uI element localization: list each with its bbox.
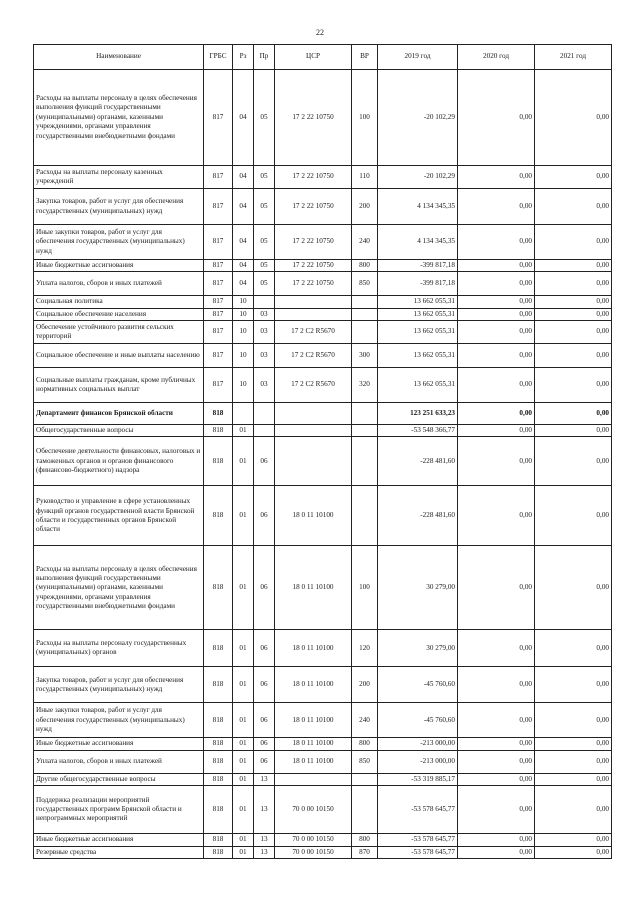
table-row (34, 773, 612, 785)
cell-rz: 01 (233, 486, 254, 546)
cell-grbs: 818 (204, 703, 233, 738)
cell-csr (275, 403, 352, 425)
cell-grbs: 818 (204, 437, 233, 486)
table-row (34, 437, 612, 486)
cell-vr (352, 296, 378, 308)
cell-csr: 18 0 11 10100 (275, 738, 352, 750)
cell-2021: 0,00 (535, 738, 612, 750)
cell-2020: 0,00 (458, 368, 535, 403)
cell-pr (254, 296, 275, 308)
table-row (34, 750, 612, 773)
header-vr: ВР (352, 45, 378, 70)
cell-name: Закупка товаров, работ и услуг для обеспечения государственных (муниципальных) нужд (34, 667, 204, 703)
cell-vr: 870 (352, 846, 378, 858)
cell-csr (275, 308, 352, 320)
cell-csr: 18 0 11 10100 (275, 546, 352, 630)
cell-csr: 70 0 00 10150 (275, 834, 352, 846)
header-grbs: ГРБС (204, 45, 233, 70)
cell-2021: 0,00 (535, 308, 612, 320)
cell-rz: 04 (233, 272, 254, 296)
cell-2020: 0,00 (458, 70, 535, 166)
cell-2020: 0,00 (458, 834, 535, 846)
cell-name: Иные бюджетные ассигнования (34, 260, 204, 272)
cell-2020: 0,00 (458, 786, 535, 834)
cell-grbs: 817 (204, 344, 233, 368)
cell-rz: 01 (233, 834, 254, 846)
cell-name: Расходы на выплаты персоналу в целях обеспечения выполнения функций государственными (муниципальными) органами, казенными учреждениями, органами управления государственными внебюджетными фондами (34, 546, 204, 630)
table-body (34, 70, 612, 859)
cell-vr (352, 403, 378, 425)
cell-rz: 10 (233, 344, 254, 368)
cell-name: Другие общегосударственные вопросы (34, 773, 204, 785)
cell-name: Руководство и управление в сфере установленных функций органов государственной власти Брянской области и государственных органов Брянской области (34, 486, 204, 546)
cell-pr: 03 (254, 308, 275, 320)
cell-rz: 01 (233, 750, 254, 773)
cell-grbs: 817 (204, 225, 233, 260)
table-row (34, 667, 612, 703)
cell-vr: 240 (352, 703, 378, 738)
cell-rz: 01 (233, 437, 254, 486)
cell-name: Департамент финансов Брянской области (34, 403, 204, 425)
cell-2021: 0,00 (535, 750, 612, 773)
cell-rz: 04 (233, 225, 254, 260)
cell-csr: 17 2 22 10750 (275, 225, 352, 260)
cell-csr: 17 2 С2 R5670 (275, 321, 352, 344)
cell-2021: 0,00 (535, 189, 612, 225)
cell-rz: 01 (233, 546, 254, 630)
cell-name: Социальное обеспечение населения (34, 308, 204, 320)
cell-csr: 70 0 00 10150 (275, 846, 352, 858)
table-row (34, 296, 612, 308)
cell-2021: 0,00 (535, 321, 612, 344)
cell-csr: 17 2 22 10750 (275, 70, 352, 166)
cell-name: Социальные выплаты гражданам, кроме публичных нормативных социальных выплат (34, 368, 204, 403)
cell-2020: 0,00 (458, 437, 535, 486)
cell-2021: 0,00 (535, 786, 612, 834)
cell-rz: 01 (233, 786, 254, 834)
cell-2021: 0,00 (535, 630, 612, 667)
cell-pr: 03 (254, 368, 275, 403)
cell-name: Социальное обеспечение и иные выплаты населению (34, 344, 204, 368)
cell-pr: 05 (254, 70, 275, 166)
cell-2021: 0,00 (535, 272, 612, 296)
cell-2019: -53 578 645,77 (378, 846, 458, 858)
cell-2020: 0,00 (458, 166, 535, 189)
cell-2020: 0,00 (458, 403, 535, 425)
cell-2020: 0,00 (458, 260, 535, 272)
cell-2020: 0,00 (458, 321, 535, 344)
cell-pr: 06 (254, 738, 275, 750)
cell-name: Иные бюджетные ассигнования (34, 738, 204, 750)
cell-2020: 0,00 (458, 272, 535, 296)
cell-2021: 0,00 (535, 403, 612, 425)
table-row (34, 189, 612, 225)
cell-2019: 13 662 055,31 (378, 368, 458, 403)
cell-pr (254, 403, 275, 425)
cell-2020: 0,00 (458, 846, 535, 858)
cell-csr: 70 0 00 10150 (275, 786, 352, 834)
cell-csr: 17 2 22 10750 (275, 189, 352, 225)
cell-csr: 17 2 С2 R5670 (275, 368, 352, 403)
table-row (34, 260, 612, 272)
cell-grbs: 818 (204, 738, 233, 750)
cell-vr (352, 486, 378, 546)
cell-2021: 0,00 (535, 834, 612, 846)
cell-pr: 05 (254, 272, 275, 296)
cell-2019: -228 481,60 (378, 437, 458, 486)
cell-2019: 13 662 055,31 (378, 321, 458, 344)
cell-2021: 0,00 (535, 546, 612, 630)
cell-csr: 18 0 11 10100 (275, 750, 352, 773)
cell-pr: 05 (254, 189, 275, 225)
cell-vr (352, 321, 378, 344)
cell-2019: 30 279,00 (378, 546, 458, 630)
cell-2019: 13 662 055,31 (378, 308, 458, 320)
cell-name: Расходы на выплаты персоналу в целях обеспечения выполнения функций государственными (муниципальными) органами, казенными учреждениями, органами управления государственными внебюджетными фондами (34, 70, 204, 166)
cell-2019: 30 279,00 (378, 630, 458, 667)
cell-grbs: 818 (204, 773, 233, 785)
header-2021: 2021 год (535, 45, 612, 70)
cell-rz: 10 (233, 308, 254, 320)
cell-vr: 850 (352, 272, 378, 296)
cell-2020: 0,00 (458, 667, 535, 703)
cell-name: Иные закупки товаров, работ и услуг для обеспечения государственных (муниципальных) нужд (34, 703, 204, 738)
cell-name: Иные бюджетные ассигнования (34, 834, 204, 846)
cell-vr: 800 (352, 260, 378, 272)
cell-csr: 17 2 22 10750 (275, 272, 352, 296)
table-row (34, 166, 612, 189)
cell-2021: 0,00 (535, 703, 612, 738)
cell-name: Резервные средства (34, 846, 204, 858)
cell-2019: 13 662 055,31 (378, 296, 458, 308)
cell-2021: 0,00 (535, 773, 612, 785)
cell-csr (275, 425, 352, 437)
cell-name: Расходы на выплаты персоналу государственных (муниципальных) органов (34, 630, 204, 667)
cell-2021: 0,00 (535, 166, 612, 189)
table-row (34, 344, 612, 368)
cell-name: Общегосударственные вопросы (34, 425, 204, 437)
cell-csr (275, 296, 352, 308)
cell-rz: 01 (233, 425, 254, 437)
cell-rz: 01 (233, 738, 254, 750)
cell-vr: 200 (352, 189, 378, 225)
table-row (34, 368, 612, 403)
table-row (34, 738, 612, 750)
cell-vr: 850 (352, 750, 378, 773)
cell-vr (352, 773, 378, 785)
cell-2019: 4 134 345,35 (378, 225, 458, 260)
cell-2020: 0,00 (458, 486, 535, 546)
cell-grbs: 818 (204, 667, 233, 703)
cell-pr: 06 (254, 630, 275, 667)
cell-rz: 10 (233, 296, 254, 308)
cell-grbs: 818 (204, 834, 233, 846)
cell-2019: -53 548 366,77 (378, 425, 458, 437)
cell-2021: 0,00 (535, 344, 612, 368)
cell-grbs: 818 (204, 486, 233, 546)
cell-pr: 13 (254, 846, 275, 858)
header-row (34, 45, 612, 70)
cell-2021: 0,00 (535, 225, 612, 260)
header-rz: Рз (233, 45, 254, 70)
cell-rz: 10 (233, 368, 254, 403)
cell-rz: 01 (233, 846, 254, 858)
cell-rz: 04 (233, 189, 254, 225)
cell-name: Обеспечение устойчивого развития сельских территорий (34, 321, 204, 344)
cell-grbs: 818 (204, 786, 233, 834)
cell-name: Поддержка реализации мероприятий государственных программ Брянской области и непрограммных мероприятий (34, 786, 204, 834)
cell-pr: 05 (254, 166, 275, 189)
cell-2019: -399 817,18 (378, 260, 458, 272)
cell-2021: 0,00 (535, 70, 612, 166)
cell-name: Закупка товаров, работ и услуг для обеспечения государственных (муниципальных) нужд (34, 189, 204, 225)
header-csr: ЦСР (275, 45, 352, 70)
cell-grbs: 818 (204, 403, 233, 425)
cell-grbs: 817 (204, 272, 233, 296)
cell-2019: -213 000,00 (378, 738, 458, 750)
cell-grbs: 818 (204, 846, 233, 858)
cell-2019: -20 102,29 (378, 70, 458, 166)
cell-2021: 0,00 (535, 667, 612, 703)
cell-grbs: 817 (204, 321, 233, 344)
cell-name: Уплата налогов, сборов и иных платежей (34, 272, 204, 296)
cell-pr (254, 425, 275, 437)
cell-2020: 0,00 (458, 308, 535, 320)
cell-name: Уплата налогов, сборов и иных платежей (34, 750, 204, 773)
cell-pr: 06 (254, 486, 275, 546)
cell-vr: 100 (352, 546, 378, 630)
cell-pr: 06 (254, 750, 275, 773)
cell-2020: 0,00 (458, 344, 535, 368)
cell-grbs: 817 (204, 70, 233, 166)
cell-pr: 05 (254, 225, 275, 260)
cell-rz: 04 (233, 260, 254, 272)
cell-pr: 13 (254, 834, 275, 846)
cell-vr (352, 308, 378, 320)
cell-name: Расходы на выплаты персоналу казенных учреждений (34, 166, 204, 189)
cell-csr (275, 437, 352, 486)
table-row (34, 546, 612, 630)
cell-vr: 800 (352, 834, 378, 846)
cell-2021: 0,00 (535, 368, 612, 403)
table-row (34, 846, 612, 858)
cell-2020: 0,00 (458, 750, 535, 773)
cell-2019: -20 102,29 (378, 166, 458, 189)
cell-pr: 06 (254, 667, 275, 703)
cell-2019: -53 578 645,77 (378, 834, 458, 846)
cell-2020: 0,00 (458, 425, 535, 437)
cell-name: Социальная политика (34, 296, 204, 308)
cell-2019: -228 481,60 (378, 486, 458, 546)
table-row (34, 70, 612, 166)
cell-vr: 800 (352, 738, 378, 750)
cell-csr: 18 0 11 10100 (275, 703, 352, 738)
cell-csr: 18 0 11 10100 (275, 630, 352, 667)
cell-pr: 06 (254, 546, 275, 630)
cell-grbs: 817 (204, 189, 233, 225)
cell-rz: 01 (233, 773, 254, 785)
cell-pr: 03 (254, 344, 275, 368)
cell-2020: 0,00 (458, 225, 535, 260)
cell-pr: 06 (254, 703, 275, 738)
cell-vr (352, 786, 378, 834)
header-2019: 2019 год (378, 45, 458, 70)
cell-2021: 0,00 (535, 846, 612, 858)
cell-rz: 04 (233, 166, 254, 189)
cell-2019: 4 134 345,35 (378, 189, 458, 225)
cell-name: Иные закупки товаров, работ и услуг для обеспечения государственных (муниципальных) нужд (34, 225, 204, 260)
cell-pr: 06 (254, 437, 275, 486)
cell-rz: 04 (233, 70, 254, 166)
cell-csr: 18 0 11 10100 (275, 667, 352, 703)
table-row (34, 225, 612, 260)
cell-vr (352, 437, 378, 486)
cell-2019: -45 760,60 (378, 667, 458, 703)
cell-2019: -45 760,60 (378, 703, 458, 738)
cell-csr: 17 2 С2 R5670 (275, 344, 352, 368)
cell-2021: 0,00 (535, 486, 612, 546)
table-row (34, 272, 612, 296)
cell-2020: 0,00 (458, 189, 535, 225)
header-pr: Пр (254, 45, 275, 70)
cell-csr: 17 2 22 10750 (275, 166, 352, 189)
cell-grbs: 817 (204, 260, 233, 272)
cell-vr: 300 (352, 344, 378, 368)
cell-grbs: 818 (204, 630, 233, 667)
cell-2019: 13 662 055,31 (378, 344, 458, 368)
cell-name: Обеспечение деятельности финансовых, налоговых и таможенных органов и органов финансового (финансово-бюджетного) надзора (34, 437, 204, 486)
cell-rz: 01 (233, 630, 254, 667)
cell-csr (275, 773, 352, 785)
cell-2021: 0,00 (535, 260, 612, 272)
cell-grbs: 817 (204, 166, 233, 189)
cell-pr: 13 (254, 773, 275, 785)
header-name: Наименование (34, 45, 204, 70)
table-row (34, 425, 612, 437)
cell-2020: 0,00 (458, 738, 535, 750)
cell-grbs: 817 (204, 368, 233, 403)
cell-2021: 0,00 (535, 437, 612, 486)
cell-grbs: 818 (204, 546, 233, 630)
cell-pr: 03 (254, 321, 275, 344)
cell-vr: 320 (352, 368, 378, 403)
cell-2019: -53 578 645,77 (378, 786, 458, 834)
cell-grbs: 818 (204, 750, 233, 773)
table-row (34, 834, 612, 846)
cell-2020: 0,00 (458, 630, 535, 667)
cell-vr (352, 425, 378, 437)
cell-grbs: 817 (204, 296, 233, 308)
cell-vr: 110 (352, 166, 378, 189)
table-row (34, 486, 612, 546)
cell-2021: 0,00 (535, 296, 612, 308)
cell-rz (233, 403, 254, 425)
table-row (34, 630, 612, 667)
cell-grbs: 818 (204, 425, 233, 437)
cell-vr: 200 (352, 667, 378, 703)
cell-vr: 240 (352, 225, 378, 260)
cell-2019: 123 251 633,23 (378, 403, 458, 425)
table-row (34, 308, 612, 320)
page-number: 22 (316, 28, 324, 37)
table-row (34, 703, 612, 738)
cell-rz: 01 (233, 703, 254, 738)
budget-table (33, 44, 612, 859)
table-row (34, 403, 612, 425)
cell-2021: 0,00 (535, 425, 612, 437)
table-row (34, 321, 612, 344)
cell-2020: 0,00 (458, 703, 535, 738)
cell-vr: 120 (352, 630, 378, 667)
cell-vr: 100 (352, 70, 378, 166)
header-2020: 2020 год (458, 45, 535, 70)
table-row (34, 786, 612, 834)
cell-rz: 10 (233, 321, 254, 344)
cell-grbs: 817 (204, 308, 233, 320)
cell-csr: 18 0 11 10100 (275, 486, 352, 546)
cell-csr: 17 2 22 10750 (275, 260, 352, 272)
cell-pr: 05 (254, 260, 275, 272)
cell-2019: -53 319 885,17 (378, 773, 458, 785)
cell-2019: -213 000,00 (378, 750, 458, 773)
cell-rz: 01 (233, 667, 254, 703)
cell-2020: 0,00 (458, 546, 535, 630)
cell-2020: 0,00 (458, 773, 535, 785)
cell-2020: 0,00 (458, 296, 535, 308)
cell-2019: -399 817,18 (378, 272, 458, 296)
cell-pr: 13 (254, 786, 275, 834)
